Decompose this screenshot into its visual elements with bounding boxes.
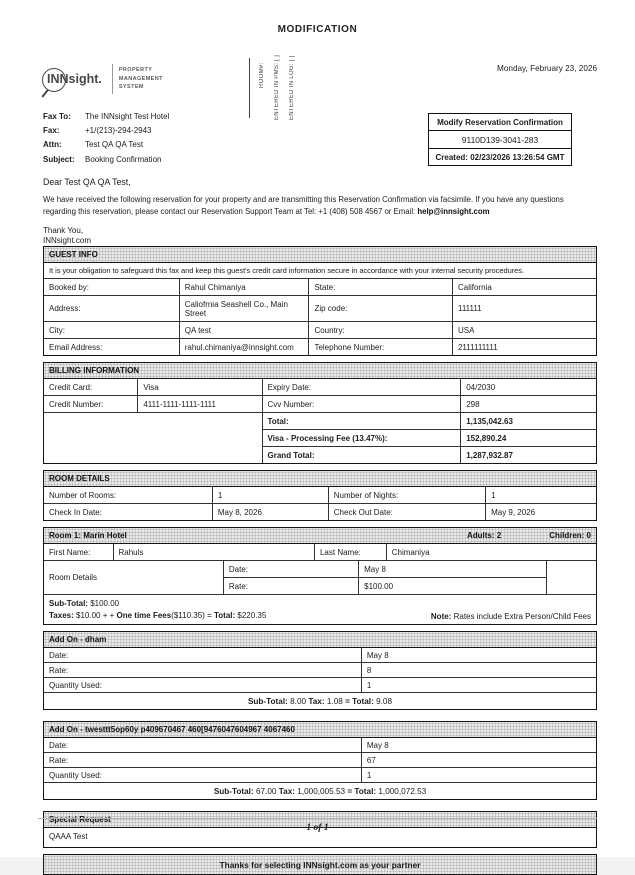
empty-cell [44,413,262,464]
document-date: Monday, February 23, 2026 [497,64,597,73]
grand-total-label: Grand Total: [262,447,461,464]
total-label: Total: [262,413,461,430]
brand-text: INNsight. [47,72,102,86]
tax-label: Tax: [278,786,295,796]
table-row [44,663,596,678]
room1-name-table [44,544,596,560]
subtotal-value: $100.00 [90,598,120,608]
processing-fee-label: Visa - Processing Fee (13.47%): [262,430,461,447]
subject-row [43,155,303,164]
addon-twesttt-header: Add On - twesttt5op60y p409670467 460[9476047604967 4067460 [44,722,596,738]
cell-value: QA test [179,322,309,339]
letter-thank-you: Thank You, [43,226,84,236]
rate-value: $100.00 [359,578,547,595]
cell-label: Address: [44,296,179,322]
room1-subtotal-block [44,594,596,624]
quantity-used-value: 1 [361,768,596,783]
letter-text: We have received the following reservation for your property and are transmitting this Reservation Confirmation via facsimile. If you have any questions regarding this reservation, please contact our Reservation Support Team at Tel: +1 (408) 508 4567 or Email: [43,195,564,216]
room1-adults: Adults: 2 [466,531,502,540]
security-notice: It is your obligation to safeguard this fax and keep this guest's credit card information secure in accordance with your internal security procedures. [44,263,596,279]
innsight-logo [43,64,163,94]
date-label: Date: [44,738,361,753]
room-total-label: Total: [213,610,236,620]
room1-subtotal-lines [49,598,431,622]
table-row [44,296,596,322]
date-value: May 8 [361,648,596,663]
tagline-line: SYSTEM [118,84,144,91]
addon-twesttt-totals [44,782,596,799]
tagline-line: MANAGEMENT [118,75,163,82]
footer-divider [38,818,597,819]
tax-label: Tax: [308,696,325,706]
confirmation-created-timestamp: Created: 02/23/2026 13:26:54 GMT [429,148,571,165]
cell-label: Check Out Date: [328,504,485,521]
cell-label: Credit Number: [44,396,138,413]
table-row [44,753,596,768]
billing-table [44,379,596,463]
fax-number-label: Fax: [43,126,60,136]
table-row [44,396,596,413]
note-text: Rates include Extra Person/Child Fees [453,611,591,621]
letter-paragraph [43,194,597,217]
room1-rate-table [44,560,596,594]
cell-value: California [452,279,596,296]
guest-info-header: GUEST INFO [44,247,596,263]
total-label: = Total: [347,786,377,796]
innsight-logo-mark [43,72,102,86]
subtotal-value: 67.00 [255,786,277,796]
billing-section [43,362,597,464]
cell-value: Rahul Chimaniya [179,279,309,296]
document-title: MODIFICATION [277,24,358,35]
cell-label: Telephone Number: [309,339,453,356]
taxes-value: $10.00 + + [76,610,115,620]
last-name-value: Chimaniya [386,544,596,560]
note-label: Note: [430,611,452,621]
room1-taxes-line [49,610,431,622]
cell-value: Visa [138,379,262,396]
logo-divider [112,64,113,94]
cell-label: Check In Date: [44,504,212,521]
cell-label: Expiry Date: [262,379,461,396]
attn-value: Test QA QA Test [85,140,144,150]
fax-number-row [43,126,303,135]
cell-value: 4111-1111-1111-1111 [138,396,262,413]
table-row [44,379,596,396]
room-details-section [43,470,597,521]
fax-header-block [43,112,303,169]
first-name-value: Rahuls [113,544,314,560]
cell-label: City: [44,322,179,339]
support-email: help@innsight.com [417,206,490,216]
table-row [44,648,596,663]
addon-dham-header: Add On - dham [44,632,596,648]
cell-label: Booked by: [44,279,179,296]
billing-header: BILLING INFORMATION [44,363,596,379]
cell-label: Credit Card: [44,379,138,396]
date-value: May 8 [361,738,596,753]
tagline-line: PROPERTY [118,66,153,73]
addon-dham-totals [44,692,596,709]
letter-body [43,177,597,245]
date-label: Date: [44,648,361,663]
rate-label: Rate: [44,663,361,678]
room-details-cell: Room Details [44,561,223,595]
cell-label: Email Address: [44,339,179,356]
table-row [44,768,596,783]
letter-signature: INNsight.com [43,236,92,246]
addon-twesttt-section [43,721,597,800]
cell-label: Number of Rooms: [44,487,212,504]
confirmation-box-title: Modify Reservation Confirmation [437,117,563,127]
cell-label: Zip code: [309,296,453,322]
tax-value: 1,000,005.53 [297,786,346,796]
processing-fee-value: 152,890.24 [461,430,596,447]
table-row [44,504,596,521]
cell-value: May 8, 2026 [212,504,328,521]
total-value: 1,135,042.63 [461,413,596,430]
quantity-used-label: Quantity Used: [44,768,361,783]
total-value: 9.08 [376,696,393,706]
rate-value: 8 [361,663,596,678]
fees-value: ($110.35) = [171,610,212,620]
room-total-value: $220.35 [237,610,267,620]
date-value: May 8 [359,561,547,578]
special-request-header: Special Request [44,812,596,828]
cell-value: 1 [486,487,596,504]
rate-label: Rate: [223,578,358,595]
guest-info-section [43,246,597,356]
table-row [44,279,596,296]
room1-subtotal-line [49,598,431,610]
reservation-confirmation-box [428,113,572,166]
fax-to-value: The INNsight Test Hotel [85,112,170,121]
fax-to-label: Fax To: [43,112,71,121]
page-number: 1 of 1 [306,823,329,833]
table-row [44,339,596,356]
cell-label: Cvv Number: [262,396,461,413]
entered-in-pms-stamp: ENTERED IN PMS: [ ] [274,54,280,120]
entered-in-log-stamp: ENTERED IN LOG: [ ] [289,55,295,120]
magnifier-handle-icon [41,89,48,97]
table-row [44,487,596,504]
room-details-table [44,487,596,520]
cell-value: 1 [212,487,328,504]
confirmation-number: 9110D139-3041-283 [429,130,571,148]
cell-value: 04/2030 [461,379,596,396]
rates-note [431,612,591,622]
sections-container [43,246,597,875]
cell-label: Number of Nights: [328,487,485,504]
grand-total-value: 1,287,932.87 [461,447,596,464]
subject-value: Booking Confirmation [85,154,162,164]
total-value: 1,000,072.53 [378,786,427,796]
room1-title: Room 1: Marin Hotel [49,531,127,540]
entry-stamps [249,42,295,120]
fax-to-row [43,112,303,121]
rate-label: Rate: [44,753,361,768]
attn-label: Attn: [43,140,62,150]
total-label: = Total: [345,696,374,706]
subtotal-label: Sub-Total: [49,598,88,608]
cell-label: State: [309,279,453,296]
first-name-label: First Name: [44,544,113,560]
addon-dham-section [43,631,597,710]
subtotal-value: 8.00 [290,696,307,706]
thanks-banner: Thanks for selecting INNsight.com as your partner [43,854,597,875]
room-number-blank-line [249,58,250,118]
fax-number-value: +1/(213)-294-2943 [85,126,152,136]
room-number-stamp: ROOM#: [259,62,265,88]
subtotal-label: Sub-Total: [213,786,254,796]
magnifier-circle-icon [42,68,66,92]
addon-twesttt-table [44,738,596,782]
cell-value: 2111111111 [452,339,596,356]
room1-header [44,528,596,544]
taxes-label: Taxes: [49,610,74,620]
fees-label: One time Fees [116,610,172,620]
table-row [44,561,596,578]
empty-cell [546,561,596,595]
cell-label: Country: [309,322,453,339]
subject-label: Subject: [43,154,75,164]
subtotal-label: Sub-Total: [247,696,288,706]
table-row [44,544,596,560]
cell-value: 111111 [452,296,596,322]
cell-value: USA [452,322,596,339]
date-label: Date: [223,561,358,578]
room-details-header: ROOM DETAILS [44,471,596,487]
cell-value: Caliofrnia Seashell Co., Main Street [179,296,309,322]
special-request-value: QAAA Test [49,832,88,841]
cell-value: May 9, 2026 [486,504,596,521]
addon-dham-table [44,648,596,692]
table-row [44,322,596,339]
tax-value: 1.08 [326,696,343,706]
table-row [44,413,596,430]
logo-tagline [119,66,163,92]
cell-value: 298 [461,396,596,413]
last-name-label: Last Name: [314,544,386,560]
attn-row [43,140,303,149]
rate-value: 67 [361,753,596,768]
table-row [44,738,596,753]
room1-children: Children: 0 [549,531,591,540]
cell-value: rahul.chimaniya@innsight.com [179,339,309,356]
quantity-used-label: Quantity Used: [44,678,361,693]
letter-greeting: Dear Test QA QA Test, [43,177,131,187]
guest-info-table [44,279,596,355]
room1-section [43,527,597,625]
table-row [44,678,596,693]
quantity-used-value: 1 [361,678,596,693]
